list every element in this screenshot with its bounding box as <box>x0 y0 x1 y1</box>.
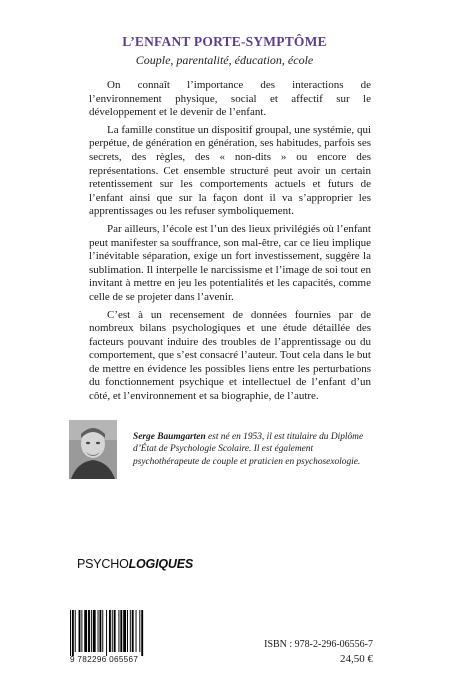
barcode-bar <box>114 610 116 652</box>
price: 24,50 € <box>340 653 373 665</box>
isbn: ISBN : 978-2-296-06556-7 <box>264 639 373 650</box>
barcode-digits: 9 782296 065567 <box>70 655 139 664</box>
barcode-bar <box>118 610 119 652</box>
barcode-bar <box>132 610 134 652</box>
barcode-bar <box>112 610 113 652</box>
barcode <box>68 610 164 656</box>
barcode-bar <box>79 610 81 652</box>
paragraph-4: C’est à un recensement de données fournies par de nombreux bilans psychologiques et une étude détaillée des facteurs pouvant induire des troubles de l’apprentissage ou du comportement, que s’est consacré l’auteur. Tout cela dans le but de mettre en évidence les possibles liens entre les perturbations du fonctionnement psychique et intellectuel de l’enfant d’un côté, et l’environnement et sa biographie, de l’autre. <box>89 308 371 403</box>
author-bio <box>133 431 378 468</box>
collection-prefix: PSYCHO <box>77 557 129 571</box>
book-subtitle: Couple, parentalité, éducation, école <box>135 53 314 67</box>
barcode-bar <box>136 610 137 652</box>
paragraph-3: Par ailleurs, l’école est l’un des lieux privilégiés où l’enfant peut manifester sa souffrance, son mal-être, car ce lieu implique l’inévitable séparation, exige un fort investissement, suggère la sublimation. Il interpelle le narcissisme et l’image de soi tout en invitant à mettre en jeu les potentialités et les capacités, comme celle de se projeter dans l’avenir. <box>89 222 371 303</box>
author-name: Serge Baumgarten <box>133 432 206 442</box>
barcode-bar <box>75 610 76 652</box>
barcode-bar <box>72 610 74 656</box>
barcode-bar <box>127 610 128 652</box>
barcode-bar <box>99 610 101 652</box>
barcode-bar <box>91 610 92 652</box>
barcode-bar <box>93 610 96 652</box>
author-portrait-icon <box>69 420 117 479</box>
paragraph-1: On connaît l’importance des interactions de l’environnement physique, social et affectif sur le développement et le devenir de l’enfant. <box>89 79 371 119</box>
barcode-bar <box>70 610 71 656</box>
barcode-bar <box>120 610 122 652</box>
barcode-bar <box>123 610 126 652</box>
barcode-bar <box>102 610 103 652</box>
barcode-bar <box>81 610 82 652</box>
barcode-bar <box>84 610 87 652</box>
barcode-icon <box>68 610 164 656</box>
barcode-bar <box>141 610 143 656</box>
collection-suffix: LOGIQUES <box>128 557 193 571</box>
author-bio-text: est né en 1953, il est titulaire du Diplôme d’État de Psychologie Scolaire. Il est également psychothérapeute de couple et praticien en psychosexologie. <box>133 432 364 467</box>
author-photo <box>69 420 117 479</box>
barcode-bar <box>98 610 99 652</box>
collection-logo <box>77 557 193 571</box>
barcode-bar <box>88 610 90 652</box>
book-title: L’ENFANT PORTE-SYMPTÔME <box>122 34 327 49</box>
back-cover-text <box>89 79 371 408</box>
barcode-bar <box>139 610 140 652</box>
barcode-bar <box>106 610 107 656</box>
paragraph-2: La famille constitue un dispositif groupal, une systémie, qui perpétue, de génération en génération, ses habitudes, parfois ses secrets, des règles, des « non-dits » ou encore des représentations. Cet ensemble structuré peut avoir un certain retentissement sur les comportements actuels et futurs de l’enfant ainsi que sur la façon dont il va s’approprier les apprentissages ou les refuser symboliquement. <box>89 123 371 218</box>
barcode-bar <box>130 610 131 652</box>
barcode-bar <box>109 610 111 652</box>
